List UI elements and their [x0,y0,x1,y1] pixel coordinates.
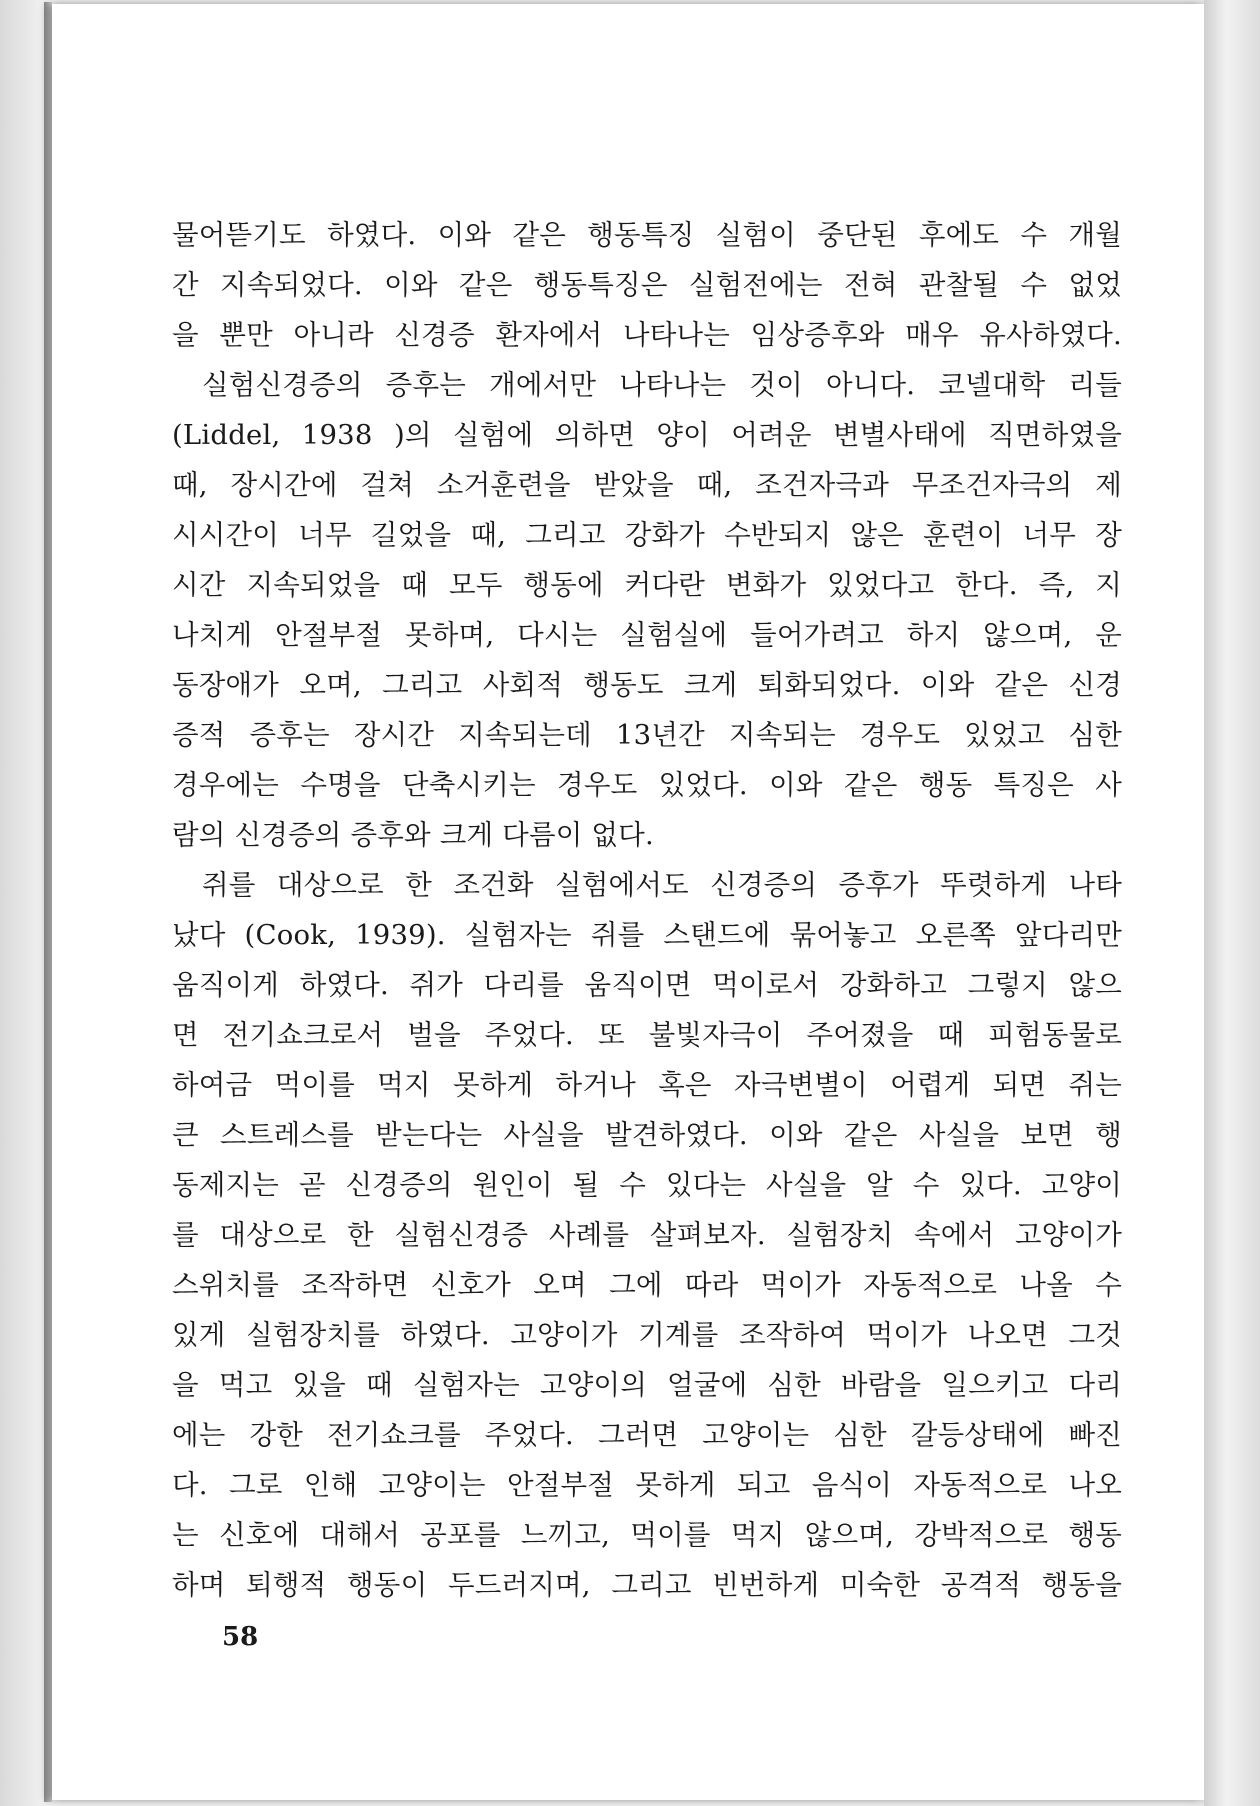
text-line: 움직이게 하였다. 쥐가 다리를 움직이면 먹이로서 강화하고 그렇지 않으 [172,969,1122,1001]
text-line: (Liddel, 1938 )의 실험에 의하면 양이 어려운 변별사태에 직면하였을 [172,419,1122,451]
page-number: 58 [222,1622,259,1652]
text-line: 을 먹고 있을 때 실험자는 고양이의 얼굴에 심한 바람을 일으키고 다리 [172,1369,1122,1401]
text-line: 있게 실험장치를 하였다. 고양이가 기계를 조작하여 먹이가 나오면 그것 [172,1319,1122,1351]
text-line: 경우에는 수명을 단축시키는 경우도 있었다. 이와 같은 행동 특징은 사 [172,769,1122,801]
text-line: 에는 강한 전기쇼크를 주었다. 그러면 고양이는 심한 갈등상태에 빠진 [172,1419,1122,1451]
text-line: 동제지는 곧 신경증의 원인이 될 수 있다는 사실을 알 수 있다. 고양이 [172,1169,1122,1201]
text-line: 를 대상으로 한 실험신경증 사례를 살펴보자. 실험장치 속에서 고양이가 [172,1219,1122,1251]
text-line: 실험신경증의 증후는 개에서만 나타나는 것이 아니다. 코넬대학 리들 [202,369,1122,401]
text-line: 하여금 먹이를 먹지 못하게 하거나 혹은 자극변별이 어렵게 되면 쥐는 [172,1069,1122,1101]
text-line: 하며 퇴행적 행동이 두드러지며, 그리고 빈번하게 미숙한 공격적 행동을 [172,1569,1122,1601]
text-line: 시간 지속되었을 때 모두 행동에 커다란 변화가 있었다고 한다. 즉, 지 [172,569,1122,601]
text-line: 면 전기쇼크로서 벌을 주었다. 또 불빛자극이 주어졌을 때 피험동물로 [172,1019,1122,1051]
text-line: 났다 (Cook, 1939). 실험자는 쥐를 스탠드에 묶어놓고 오른쪽 앞다리만 [172,919,1122,951]
text-line: 큰 스트레스를 받는다는 사실을 발견하였다. 이와 같은 사실을 보면 행 [172,1119,1122,1151]
text-line: 간 지속되었다. 이와 같은 행동특징은 실험전에는 전혀 관찰될 수 없었 [172,269,1122,301]
text-line: 동장애가 오며, 그리고 사회적 행동도 크게 퇴화되었다. 이와 같은 신경 [172,669,1122,701]
text-line: 스위치를 조작하면 신호가 오며 그에 따라 먹이가 자동적으로 나올 수 [172,1269,1122,1301]
text-line: 나치게 안절부절 못하며, 다시는 실험실에 들어가려고 하지 않으며, 운 [172,619,1122,651]
text-line: 시시간이 너무 길었을 때, 그리고 강화가 수반되지 않은 훈련이 너무 장 [172,519,1122,551]
text-line: 다. 그로 인해 고양이는 안절부절 못하게 되고 음식이 자동적으로 나오 [172,1469,1122,1501]
page-left-edge [44,2,52,1802]
text-line: 물어뜯기도 하였다. 이와 같은 행동특징 실험이 중단된 후에도 수 개월 [172,219,1122,251]
text-line: 는 신호에 대해서 공포를 느끼고, 먹이를 먹지 않으며, 강박적으로 행동 [172,1519,1122,1551]
text-line: 증적 증후는 장시간 지속되는데 13년간 지속되는 경우도 있었고 심한 [172,719,1122,751]
page-right-edge [1204,0,1260,1806]
text-line: 을 뿐만 아니라 신경증 환자에서 나타나는 임상증후와 매우 유사하였다. [172,319,1122,351]
text-line: 쥐를 대상으로 한 조건화 실험에서도 신경증의 증후가 뚜렷하게 나타 [202,869,1122,901]
text-line: 람의 신경증의 증후와 크게 다름이 없다. [172,819,654,851]
text-line: 때, 장시간에 걸쳐 소거훈련을 받았을 때, 조건자극과 무조건자극의 제 [172,469,1122,501]
body-text [172,210,1122,1610]
